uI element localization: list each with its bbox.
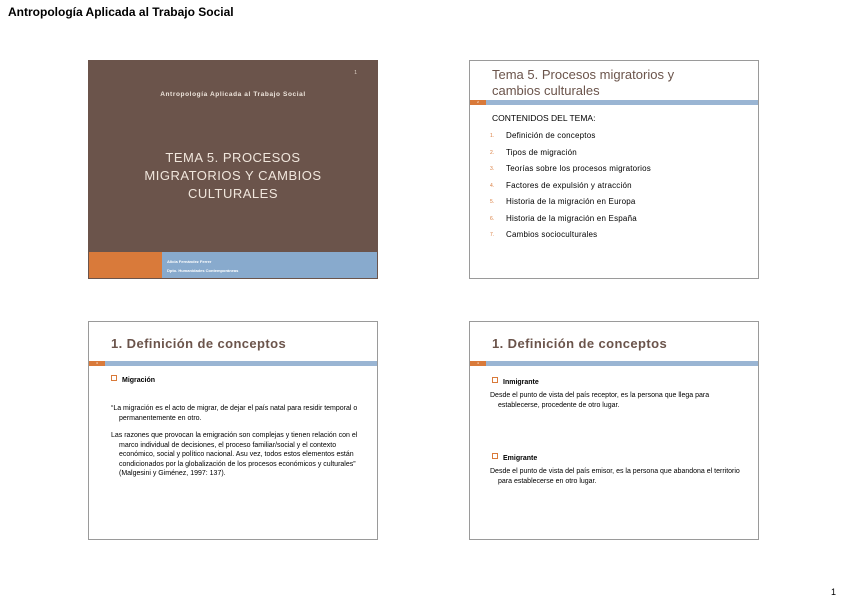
list-item: 7. Cambios socioculturales	[490, 230, 598, 239]
slide-title: 1. Definición de conceptos	[111, 336, 287, 351]
slide-title: Tema 5. Procesos migratorios y cambios culturales	[492, 67, 675, 98]
list-item: 4. Factores de expulsión y atracción	[490, 180, 632, 190]
bullet-square-icon	[492, 453, 498, 459]
slide-3-migracion[interactable]	[88, 321, 378, 540]
footer-accent	[89, 252, 162, 278]
page-number: 1	[830, 587, 836, 597]
title-divider-bar	[89, 361, 377, 366]
department-name: Dpto. Humanidades Contemporáneas	[167, 268, 239, 273]
slide-number: 4	[470, 361, 486, 366]
slide-1-title[interactable]	[88, 60, 378, 279]
slide-number: 2	[470, 100, 486, 105]
slide-2-contents[interactable]	[469, 60, 759, 279]
slide-4-inmigrante-emigrante[interactable]	[469, 321, 759, 540]
slide-main-title: TEMA 5. PROCESOS MIGRATORIOS Y CAMBIOS CULTURALES	[144, 150, 322, 201]
inmigrante-definition: Desde el punto de vista del país receptor, es la persona que llega para establecerse, procedente de otro lugar.	[490, 392, 710, 409]
slide-number: 3	[89, 361, 105, 366]
bullet-migracion: Migración	[111, 375, 155, 384]
definition-quote: “La migración es el acto de migrar, de dejar el país natal para residir temporal o permanentemente en otro.	[111, 405, 358, 422]
contents-list	[490, 128, 651, 244]
footer-bar	[162, 252, 377, 278]
bullet-square-icon	[111, 375, 117, 381]
list-item: 6. Historia de la migración en España	[490, 213, 637, 223]
list-item: 5. Historia de la migración en Europa	[490, 197, 636, 206]
author-name: Alicia Fernández Ferrer	[167, 259, 212, 264]
list-item: 2. Tipos de migración	[490, 147, 577, 157]
list-item: 1. Definición de conceptos	[490, 131, 596, 140]
title-divider-bar	[470, 100, 758, 105]
slide-number: 1	[354, 70, 357, 76]
slide-title: 1. Definición de conceptos	[492, 336, 668, 351]
definition-body: Las razones que provocan la emigración son complejas y tienen relación con el marco individual de decisiones, el proceso familiar/social y el contexto económico, social y político nacional. Asu vez, todos estos elementos están condicionados por la globalización de los procesos económicos y culturales” (Malgesini y Giménez, 1997: 137).	[111, 432, 358, 477]
bullet-square-icon	[492, 377, 498, 383]
slide-subtitle: Antropología Aplicada al Trabajo Social	[160, 91, 306, 98]
list-item: 3. Teorías sobre los procesos migratorios	[490, 164, 651, 173]
contents-heading: CONTENIDOS DEL TEMA:	[492, 113, 596, 123]
bullet-inmigrante: Inmigrante	[492, 377, 539, 386]
bullet-emigrante: Emigrante	[492, 453, 537, 462]
emigrante-definition: Desde el punto de vista del país emisor, es la persona que abandona el territorio para establecerse en otro lugar.	[490, 468, 740, 485]
title-divider-bar	[470, 361, 758, 366]
document-header: Antropología Aplicada al Trabajo Social	[8, 5, 234, 19]
